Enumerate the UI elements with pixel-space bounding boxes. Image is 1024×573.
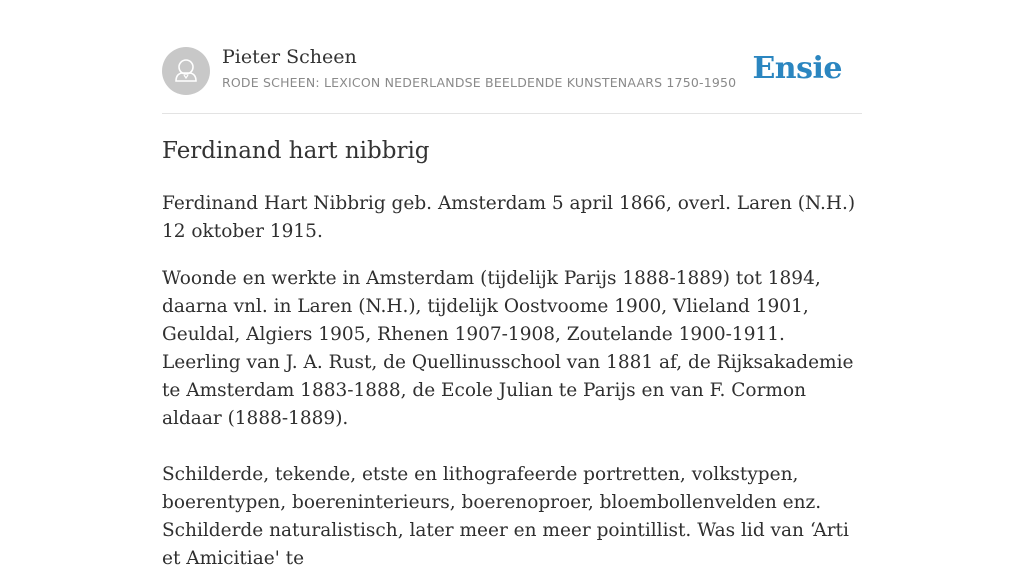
paragraph-3: Schilderde, tekende, etste en lithografeerde portretten, volkstypen, boerentypen, boereninterieurs, boerenoproer, bloembollenvelden enz. Schilderde naturalistisch, later meer en meer pointillist. Was lid van ‘Arti et Amicitiae' te (162, 464, 849, 569)
header-divider (162, 113, 862, 114)
paragraph-1: Ferdinand Hart Nibbrig geb. Amsterdam 5 april 1866, overl. Laren (N.H.) 12 oktober 1915. (162, 193, 856, 242)
source-title[interactable]: RODE SCHEEN: LEXICON NEDERLANDSE BEELDENDE KUNSTENAARS 1750-1950 (222, 75, 737, 90)
paragraph-2: Woonde en werkte in Amsterdam (tijdelijk Parijs 1888-1889) tot 1894, daarna vnl. in Laren (N.H.), tijdelijk Oostvoome 1900, Vlieland 1901, Geuldal, Algiers 1905, Rhenen 1907-1908, Zoutelande 1900-1911. Leerling van J. A. Rust, de Quellinusschool van 1881 af, de Rijksakademie te Amsterdam 1883-1888, de Ecole Julian te Parijs en van F. Cormon aldaar (1888-1889). (162, 268, 854, 429)
article-title: Ferdinand hart nibbrig (162, 138, 430, 164)
ensie-logo[interactable]: Ensie (752, 51, 842, 86)
author-name[interactable]: Pieter Scheen (222, 46, 357, 68)
article-header (162, 44, 862, 98)
user-avatar-icon[interactable] (162, 47, 210, 95)
article-body (162, 190, 862, 573)
